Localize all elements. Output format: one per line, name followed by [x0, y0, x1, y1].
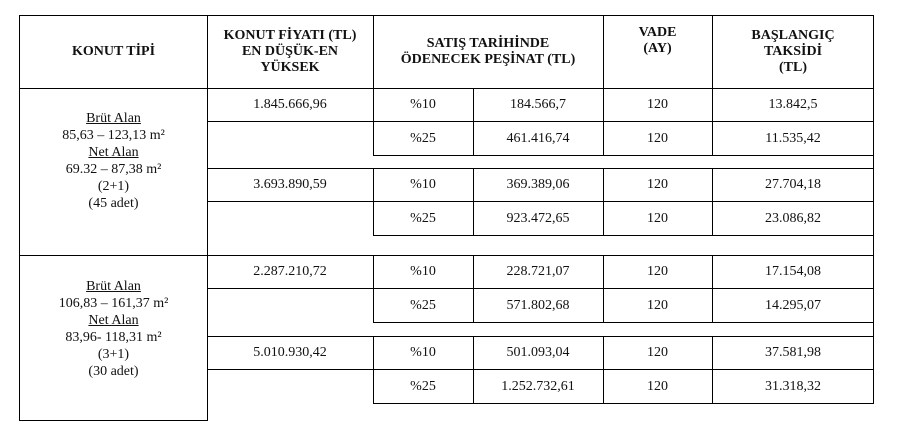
- pct-cell: %10: [410, 177, 436, 192]
- konut-tipi-2plus1: [20, 110, 207, 235]
- installment-cell: 31.318,32: [765, 378, 821, 394]
- border-line: [207, 336, 874, 337]
- installment-cell: 17.154,08: [765, 264, 821, 279]
- net-alan-value: 83,96- 118,31 m²: [65, 330, 162, 345]
- pct-cell: %25: [410, 378, 436, 394]
- header-taksit-line3: (TL): [779, 60, 807, 75]
- header-pesinat-line2: ÖDENECEK PEŞİNAT (TL): [400, 52, 576, 67]
- border-line: [19, 15, 20, 421]
- price-cell: 3.693.890,59: [253, 177, 327, 192]
- price-cell: [207, 288, 373, 322]
- installment-cell: 11.535,42: [765, 130, 821, 146]
- header-vade-line1: VADE: [638, 25, 677, 40]
- unit-count: (45 adet): [88, 196, 139, 211]
- term-cell: 120: [647, 297, 668, 313]
- header-pesinat: [373, 16, 603, 88]
- term-cell: 120: [647, 378, 668, 394]
- downpayment-cell: 1.252.732,61: [501, 378, 575, 394]
- term-cell: 120: [647, 97, 668, 112]
- term-cell: 120: [647, 177, 668, 192]
- header-vade: [603, 16, 712, 88]
- price-cell: [207, 201, 373, 235]
- border-line: [207, 201, 874, 202]
- border-line: [712, 15, 713, 89]
- installment-cell: 37.581,98: [765, 345, 821, 360]
- term-cell: 120: [647, 264, 668, 279]
- header-pesinat-line1: SATIŞ TARİHİNDE: [426, 36, 550, 51]
- net-alan-value: 69.32 – 87,38 m²: [65, 162, 162, 177]
- installment-cell: 27.704,18: [765, 177, 821, 192]
- border-line: [207, 168, 874, 169]
- installment-cell: 23.086,82: [765, 210, 821, 226]
- downpayment-cell: 184.566,7: [510, 97, 566, 112]
- downpayment-cell: 501.093,04: [506, 345, 570, 360]
- room-count: (2+1): [97, 179, 130, 194]
- term-cell: 120: [647, 210, 668, 226]
- downpayment-cell: 923.472,65: [506, 210, 570, 226]
- border-line: [603, 15, 604, 89]
- price-cell: 2.287.210,72: [253, 264, 327, 279]
- installment-cell: 14.295,07: [765, 297, 821, 313]
- downpayment-cell: 228.721,07: [506, 264, 570, 279]
- border-line: [19, 255, 874, 256]
- net-alan-label: Net Alan: [88, 145, 139, 160]
- border-line: [207, 15, 208, 421]
- downpayment-cell: 369.389,06: [506, 177, 570, 192]
- term-cell: 120: [647, 130, 668, 146]
- price-cell: [207, 369, 373, 403]
- header-vade-line2: (AY): [643, 41, 672, 56]
- header-konut-fiyati: [207, 16, 373, 88]
- border-line: [19, 15, 874, 16]
- border-line: [373, 155, 874, 156]
- pct-cell: %25: [410, 297, 436, 313]
- brut-alan-value: 85,63 – 123,13 m²: [62, 128, 165, 143]
- pct-cell: %25: [410, 130, 436, 146]
- installment-cell: 13.842,5: [768, 97, 818, 112]
- border-line: [19, 88, 874, 89]
- border-line: [373, 322, 874, 323]
- pct-cell: %10: [410, 97, 436, 112]
- price-cell: 5.010.930,42: [253, 345, 327, 360]
- header-konut-fiyati-line2: EN DÜŞÜK-EN: [241, 44, 339, 59]
- border-line: [373, 235, 874, 236]
- konut-tipi-3plus1: [20, 278, 207, 403]
- pct-cell: %25: [410, 210, 436, 226]
- pct-cell: %10: [410, 345, 436, 360]
- pct-cell: %10: [410, 264, 436, 279]
- unit-count: (30 adet): [88, 364, 139, 379]
- term-cell: 120: [647, 345, 668, 360]
- room-count: (3+1): [97, 347, 130, 362]
- border-line: [873, 15, 874, 404]
- border-line: [19, 420, 208, 421]
- brut-alan-value: 106,83 – 161,37 m²: [58, 296, 169, 311]
- border-line: [373, 15, 374, 89]
- downpayment-cell: 461.416,74: [506, 130, 570, 146]
- border-line: [207, 288, 874, 289]
- brut-alan-label: Brüt Alan: [86, 279, 141, 294]
- price-cell: 1.845.666,96: [253, 97, 327, 112]
- header-konut-tipi-text: KONUT TİPİ: [71, 44, 156, 59]
- downpayment-cell: 571.802,68: [506, 297, 570, 313]
- border-line: [373, 403, 874, 404]
- price-cell: [207, 121, 373, 155]
- header-taksit-line1: BAŞLANGIÇ: [751, 28, 835, 43]
- header-konut-tipi: [20, 16, 207, 88]
- brut-alan-label: Brüt Alan: [86, 111, 141, 126]
- header-konut-fiyati-line3: YÜKSEK: [260, 60, 320, 75]
- border-line: [207, 369, 874, 370]
- border-line: [207, 121, 874, 122]
- header-baslangic-taksidi: [712, 16, 874, 88]
- net-alan-label: Net Alan: [88, 313, 139, 328]
- header-taksit-line2: TAKSİDİ: [763, 44, 823, 59]
- header-konut-fiyati-line1: KONUT FİYATI (TL): [223, 28, 357, 43]
